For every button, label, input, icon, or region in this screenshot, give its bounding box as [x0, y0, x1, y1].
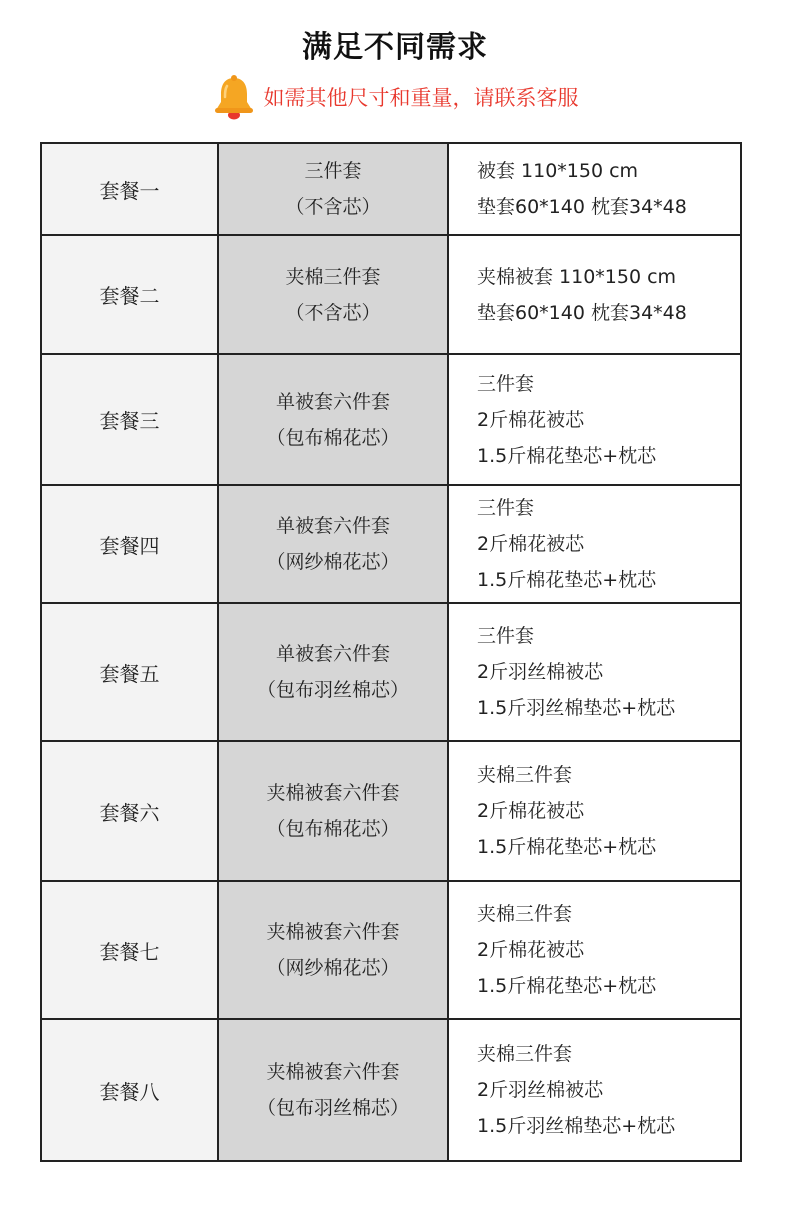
package-content-line: 1.5斤羽丝棉垫芯+枕芯 [477, 697, 676, 719]
package-name: 套餐七 [41, 881, 218, 1019]
package-content-line: 1.5斤羽丝棉垫芯+枕芯 [477, 1115, 676, 1137]
table-row [41, 741, 741, 881]
package-content-line: 1.5斤棉花垫芯+枕芯 [477, 569, 657, 591]
package-content-line: 2斤羽丝棉被芯 [477, 1079, 604, 1101]
package-type-line: 夹棉被套六件套 [266, 921, 400, 943]
package-content-line: 1.5斤棉花垫芯+枕芯 [477, 975, 657, 997]
package-content-line: 三件套 [477, 497, 535, 519]
package-content-line: 垫套60*140 枕套34*48 [477, 196, 687, 218]
package-type [218, 143, 448, 235]
package-type-line: （网纱棉花芯） [266, 957, 400, 979]
package-content-line: 夹棉三件套 [477, 764, 573, 786]
package-name: 套餐八 [41, 1019, 218, 1161]
table-row [41, 485, 741, 603]
package-content-line: 2斤棉花被芯 [477, 408, 585, 431]
package-content-line: 1.5斤棉花垫芯+枕芯 [477, 836, 657, 858]
package-type [218, 603, 448, 741]
table-row [41, 1019, 741, 1161]
package-name: 套餐一 [41, 143, 218, 235]
package-content-line: 夹棉三件套 [477, 1043, 573, 1065]
package-type-line: （包布羽丝棉芯） [256, 679, 409, 701]
table-row [41, 354, 741, 485]
bell-icon [212, 74, 256, 120]
package-type-line: （不含芯） [285, 301, 381, 324]
package-content-line: 2斤棉花被芯 [477, 800, 585, 822]
notice-text: 如需其他尺寸和重量，请联系客服 [263, 86, 579, 110]
package-type-line: 单被套六件套 [275, 390, 390, 413]
package-contents [448, 741, 741, 881]
package-type-line: （包布羽丝棉芯） [256, 1097, 409, 1119]
package-content-line: 三件套 [477, 372, 535, 395]
package-type [218, 881, 448, 1019]
package-type-line: 夹棉被套六件套 [266, 1061, 400, 1083]
package-type-line: 单被套六件套 [275, 515, 390, 537]
package-type-line: （包布棉花芯） [266, 426, 400, 449]
package-type [218, 741, 448, 881]
package-contents [448, 1019, 741, 1161]
page-title: 满足不同需求 [302, 30, 488, 65]
package-type [218, 485, 448, 603]
package-type [218, 354, 448, 485]
package-contents [448, 235, 741, 354]
package-content-line: 2斤棉花被芯 [477, 533, 585, 555]
package-content-line: 夹棉三件套 [477, 903, 573, 925]
package-contents [448, 143, 741, 235]
package-name: 套餐二 [41, 235, 218, 354]
table-row [41, 881, 741, 1019]
package-content-line: 1.5斤棉花垫芯+枕芯 [477, 444, 657, 467]
package-type [218, 235, 448, 354]
package-contents [448, 603, 741, 741]
package-contents [448, 485, 741, 603]
package-contents [448, 881, 741, 1019]
package-type-line: （不含芯） [285, 196, 381, 218]
package-type-line: 三件套 [304, 160, 362, 182]
package-type [218, 1019, 448, 1161]
contact-notice [0, 72, 790, 122]
package-content-line: 2斤棉花被芯 [477, 939, 585, 961]
package-name: 套餐四 [41, 485, 218, 603]
table-row [41, 143, 741, 235]
package-content-line: 三件套 [477, 625, 535, 647]
package-content-line: 夹棉被套 110*150 cm [477, 265, 677, 288]
package-content-line: 被套 110*150 cm [477, 160, 639, 182]
table-row [41, 603, 741, 741]
package-type-line: 夹棉被套六件套 [266, 782, 400, 804]
package-type-line: 夹棉三件套 [285, 265, 381, 288]
package-type-line: 单被套六件套 [275, 643, 390, 665]
package-content-line: 垫套60*140 枕套34*48 [477, 301, 687, 324]
package-type-line: （包布棉花芯） [266, 818, 400, 840]
package-name: 套餐三 [41, 354, 218, 485]
package-type-line: （网纱棉花芯） [266, 551, 400, 573]
table-row [41, 235, 741, 354]
package-content-line: 2斤羽丝棉被芯 [477, 661, 604, 683]
package-name: 套餐六 [41, 741, 218, 881]
package-contents [448, 354, 741, 485]
package-table [40, 142, 742, 1162]
package-name: 套餐五 [41, 603, 218, 741]
